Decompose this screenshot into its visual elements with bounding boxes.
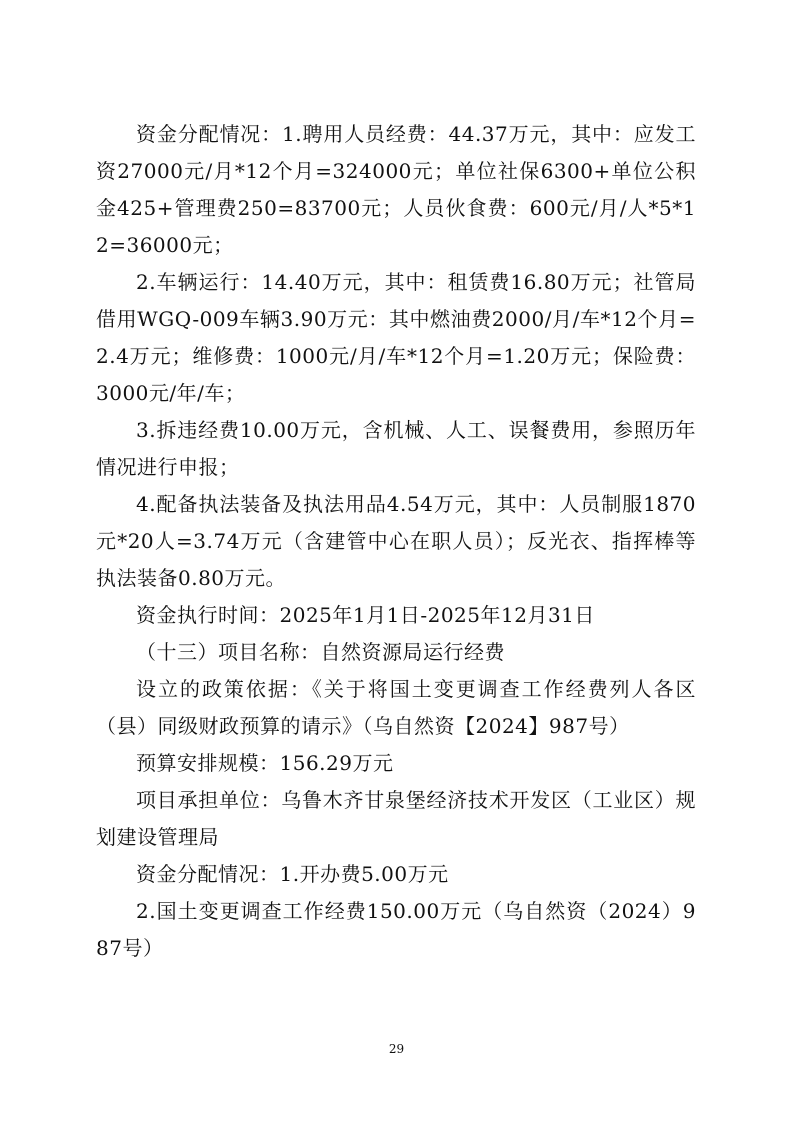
paragraph-responsible-unit: 项目承担单位：乌鲁木齐甘泉堡经济技术开发区（工业区）规划建设管理局 — [96, 788, 696, 849]
page-number: 29 — [388, 1042, 405, 1056]
paragraph-fund-allocation-startup: 资金分配情况：1.开办费5.00万元 — [136, 862, 449, 886]
paragraph-demolition-funds: 3.拆违经费10.00万元，含机械、人工、误餐费用，参照历年情况进行申报； — [96, 418, 696, 479]
document-body — [96, 116, 696, 967]
paragraph-policy-basis: 设立的政策依据：《关于将国土变更调查工作经费列人各区（县）同级财政预算的请示》（乌自然资【2024】987号） — [96, 677, 696, 738]
paragraph-execution-time: 资金执行时间：2025年1月1日-2025年12月31日 — [136, 603, 595, 627]
paragraph-project-name: （十三）项目名称：自然资源局运行经费 — [136, 640, 505, 664]
paragraph-survey-funds: 2.国土变更调查工作经费150.00万元（乌自然资（2024）987号） — [96, 899, 696, 960]
paragraph-budget-scale: 预算安排规模：156.29万元 — [136, 751, 394, 775]
paragraph-enforcement-equipment: 4.配备执法装备及执法用品4.54万元，其中：人员制服1870元*20人=3.74万元（含建管中心在职人员）；反光衣、指挥棒等执法装备0.80万元。 — [96, 492, 696, 590]
paragraph-fund-allocation-staff: 资金分配情况：1.聘用人员经费：44.37万元，其中：应发工资27000元/月*12个月=324000元；单位社保6300+单位公积金425+管理费250=83700元；人员伙食费：600元/月/人*5*12=36000元； — [96, 122, 696, 257]
paragraph-vehicle-operation: 2.车辆运行：14.40万元，其中：租赁费16.80万元；社管局借用WGQ-009车辆3.90万元：其中燃油费2000/月/车*12个月=2.4万元；维修费：1000元/月/车*12个月=1.20万元；保险费：3000元/年/车； — [96, 270, 696, 405]
